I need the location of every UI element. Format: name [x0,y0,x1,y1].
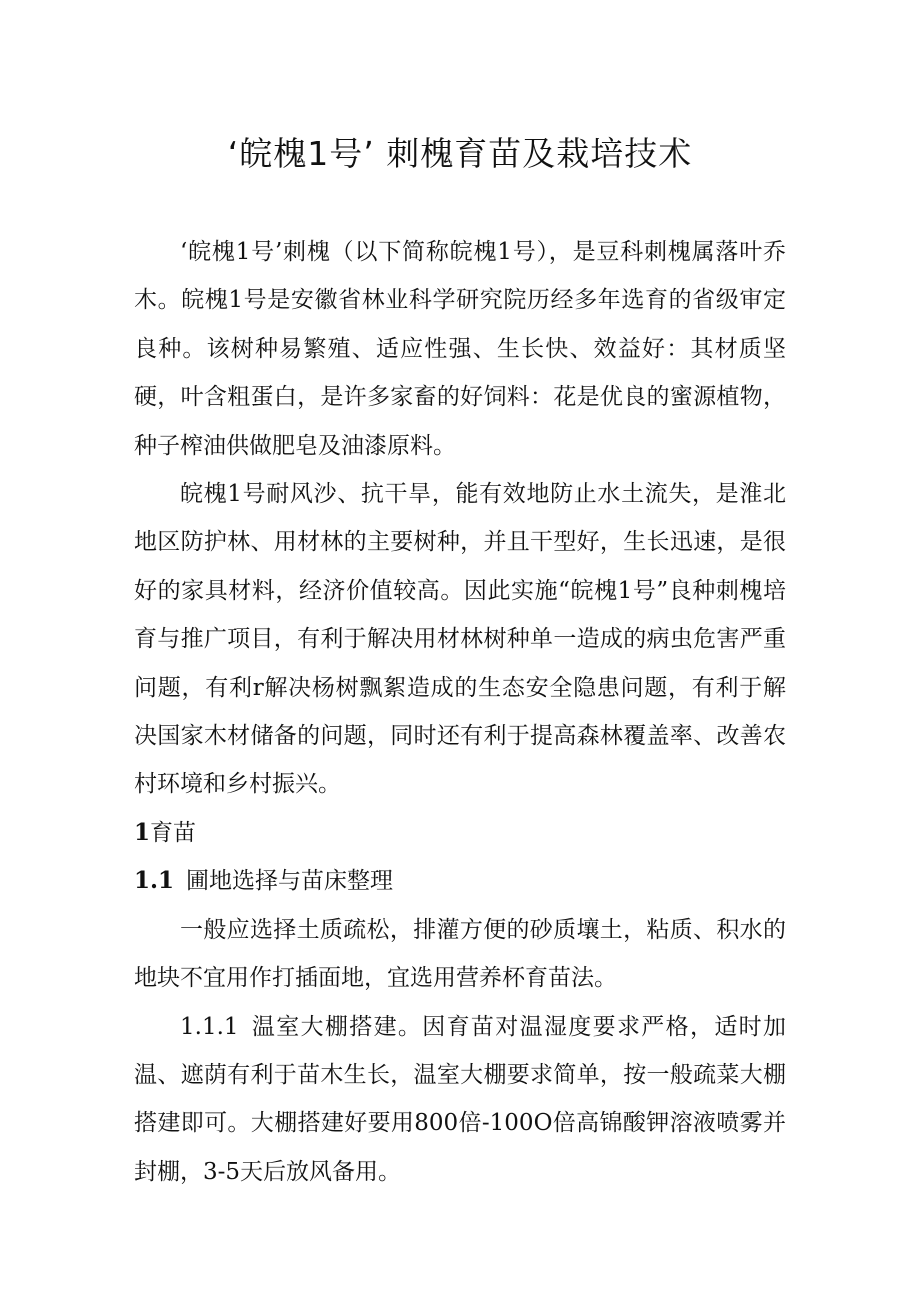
section-number: 1.1 [134,867,175,895]
section-title: 育苗 [150,819,197,846]
document-body [134,228,786,1196]
section-heading-1 [134,809,786,857]
greenhouse-text: 温室大棚搭建。因育苗对温湿度要求严格，适时加温、遮荫有利于苗木生长，温室大棚要求简单，按一般疏菜大棚搭建即可。大棚搭建好要用800倍-100O倍高锦酸钾溶液喷雾并封棚，3-5天后放风备用。 [134,1013,786,1185]
section-title: 圃地选择与苗床整理 [186,868,394,895]
section-number: 1 [134,818,151,846]
paragraph-greenhouse [134,1003,786,1197]
paragraph-intro: ‘皖槐1号’刺槐（以下简称皖槐1号），是豆科刺槐属落叶乔木。皖槐1号是安徽省林业科学研究院历经多年选育的省级审定良种。该树种易繁殖、适应性强、生长快、效益好：其材质坚硬，叶含粗蛋白，是许多家畜的好饲料：花是优良的蜜源植物，种子榨油供做肥皂及油漆原料。 [134,239,786,459]
paragraph-benefits: 皖槐1号耐风沙、抗干旱，能有效地防止水土流失，是淮北地区防护林、用材林的主要树种，并且干型好，生长迅速，是很好的家具材料，经济价值较高。因此实施“皖槐1号”良种刺槐培育与推广项目，有利于解决用材林树种单一造成的病虫危害严重问题，有利r解决杨树飘絮造成的生态安全隐患问题，有利于解决国家木材储备的问题，同时还有利于提高森林覆盖率、改善农村环境和乡村振兴。 [134,481,786,798]
document-title: ‘皖槐1号’ 刺槐育苗及栽培技术 [227,134,693,173]
section-number: 1.1.1 [180,1013,239,1040]
section-heading-1-1 [134,857,786,905]
paragraph-nursery-site: 一般应选择土质疏松，排灌方便的砂质壤土，粘质、积水的地块不宜用作打插面地，宜选用营养杯育苗法。 [134,916,786,992]
